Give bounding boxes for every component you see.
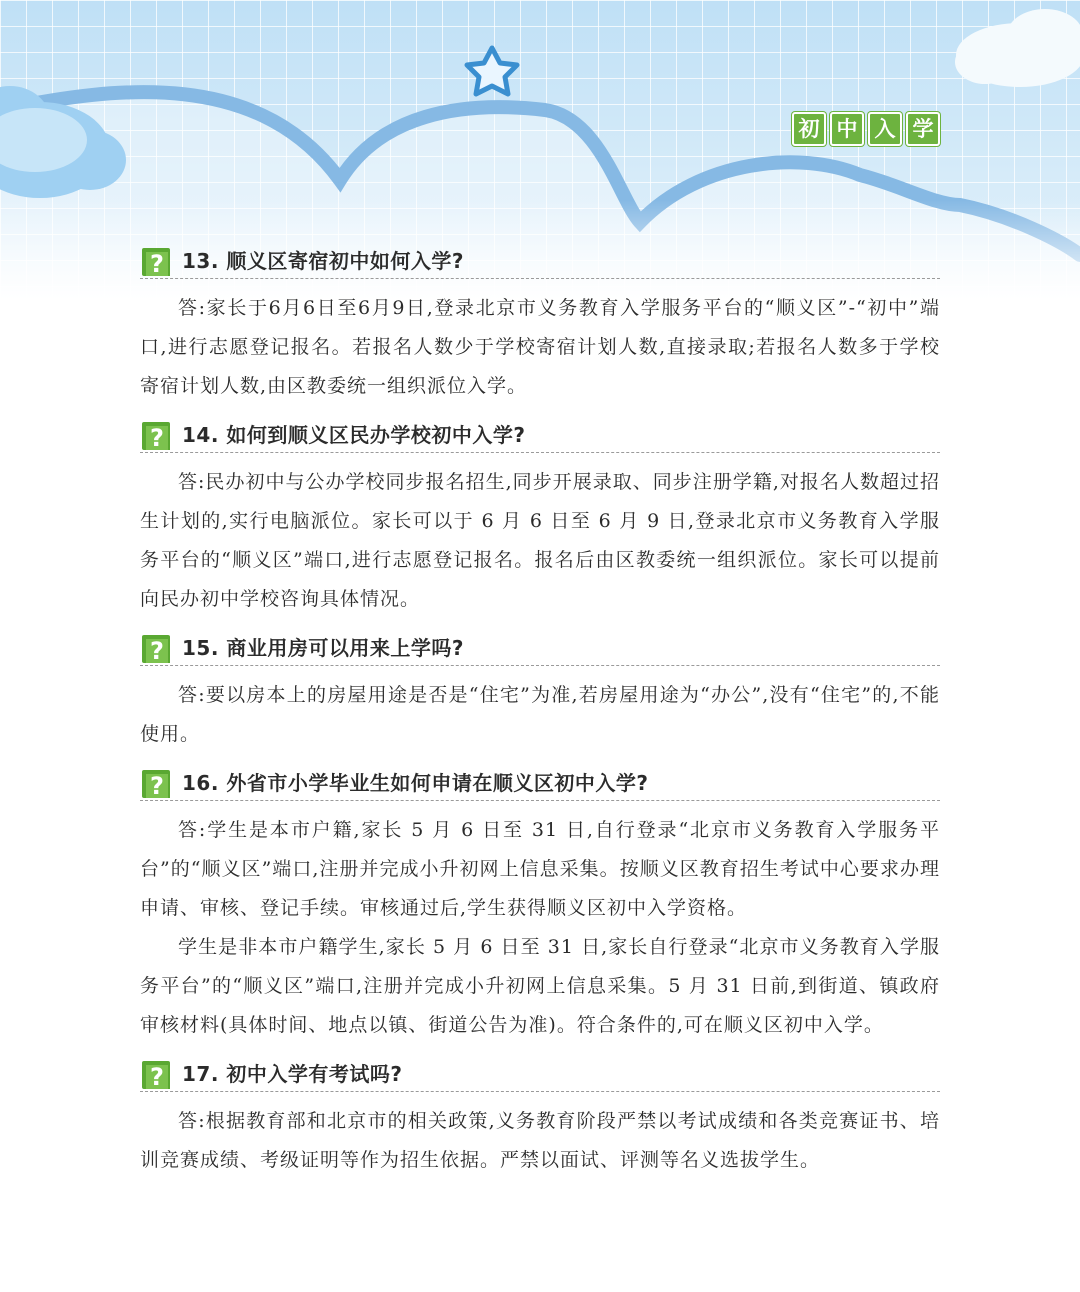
answer xyxy=(140,289,940,406)
question-title xyxy=(182,1058,403,1091)
answer-paragraph: 学生是非本市户籍学生,家长 5 月 6 日至 31 日,家长自行登录“北京市义务教育入学服务平台”的“顺义区”端口,注册并完成小升初网上信息采集。5 月 31 日前,到街道、镇政府审核材料(具体时间、地点以镇、街道公告为准)。符合条件的,可在顺义区初中入学。 xyxy=(140,936,940,1036)
faq-item xyxy=(140,1051,940,1180)
question-title xyxy=(182,419,526,452)
section-tag-char: 学 xyxy=(906,112,940,146)
answer xyxy=(140,463,940,619)
svg-text:?: ? xyxy=(150,424,164,452)
section-tag-char: 初 xyxy=(792,112,826,146)
question-title xyxy=(182,767,649,800)
question-mark-icon xyxy=(140,420,172,452)
question-number: 17. xyxy=(182,1062,219,1086)
svg-text:?: ? xyxy=(150,772,164,800)
question-number: 16. xyxy=(182,771,219,795)
question-mark-icon xyxy=(140,768,172,800)
section-tag xyxy=(792,112,940,146)
faq-item xyxy=(140,412,940,619)
question-heading xyxy=(140,760,940,801)
answer-paragraph: 答:家长于6月6日至6月9日,登录北京市义务教育入学服务平台的“顺义区”-“初中”端口,进行志愿登记报名。若报名人数少于学校寄宿计划人数,直接录取;若报名人数多于学校寄宿计划人数,由区教委统一组织派位入学。 xyxy=(140,297,940,397)
question-heading xyxy=(140,412,940,453)
section-tag-char: 入 xyxy=(868,112,902,146)
question-title xyxy=(182,632,464,665)
faq-item xyxy=(140,238,940,406)
answer xyxy=(140,1102,940,1180)
faq-list xyxy=(140,238,940,1180)
answer-paragraph: 答:学生是本市户籍,家长 5 月 6 日至 31 日,自行登录“北京市义务教育入学服务平台”的“顺义区”端口,注册并完成小升初网上信息采集。按顺义区教育招生考试中心要求办理申请、审核、登记手续。审核通过后,学生获得顺义区初中入学资格。 xyxy=(140,819,940,919)
answer-paragraph: 答:要以房本上的房屋用途是否是“住宅”为准,若房屋用途为“办公”,没有“住宅”的,不能使用。 xyxy=(140,684,940,745)
question-text: 初中入学有考试吗? xyxy=(226,1062,403,1086)
question-number: 14. xyxy=(182,423,219,447)
question-mark-icon xyxy=(140,633,172,665)
answer xyxy=(140,811,940,1045)
question-text: 商业用房可以用来上学吗? xyxy=(226,636,465,660)
question-text: 如何到顺义区民办学校初中入学? xyxy=(226,423,526,447)
question-heading xyxy=(140,625,940,666)
faq-item xyxy=(140,760,940,1045)
question-number: 13. xyxy=(182,249,219,273)
svg-text:?: ? xyxy=(150,1063,164,1091)
answer xyxy=(140,676,940,754)
faq-item xyxy=(140,625,940,754)
question-title xyxy=(182,245,464,278)
svg-text:?: ? xyxy=(150,637,164,665)
question-heading xyxy=(140,1051,940,1092)
answer-paragraph: 答:民办初中与公办学校同步报名招生,同步开展录取、同步注册学籍,对报名人数超过招生计划的,实行电脑派位。家长可以于 6 月 6 日至 6 月 9 日,登录北京市义务教育入学服务平台的“顺义区”端口,进行志愿登记报名。报名后由区教委统一组织派位。家长可以提前向民办初中学校咨询具体情况。 xyxy=(140,471,940,610)
question-heading xyxy=(140,238,940,279)
answer-paragraph: 答:根据教育部和北京市的相关政策,义务教育阶段严禁以考试成绩和各类竞赛证书、培训竞赛成绩、考级证明等作为招生依据。严禁以面试、评测等名义选拔学生。 xyxy=(140,1110,940,1171)
question-text: 顺义区寄宿初中如何入学? xyxy=(226,249,465,273)
question-mark-icon xyxy=(140,246,172,278)
question-number: 15. xyxy=(182,636,219,660)
section-tag-char: 中 xyxy=(830,112,864,146)
svg-text:?: ? xyxy=(150,250,164,278)
question-text: 外省市小学毕业生如何申请在顺义区初中入学? xyxy=(226,771,649,795)
question-mark-icon xyxy=(140,1059,172,1091)
